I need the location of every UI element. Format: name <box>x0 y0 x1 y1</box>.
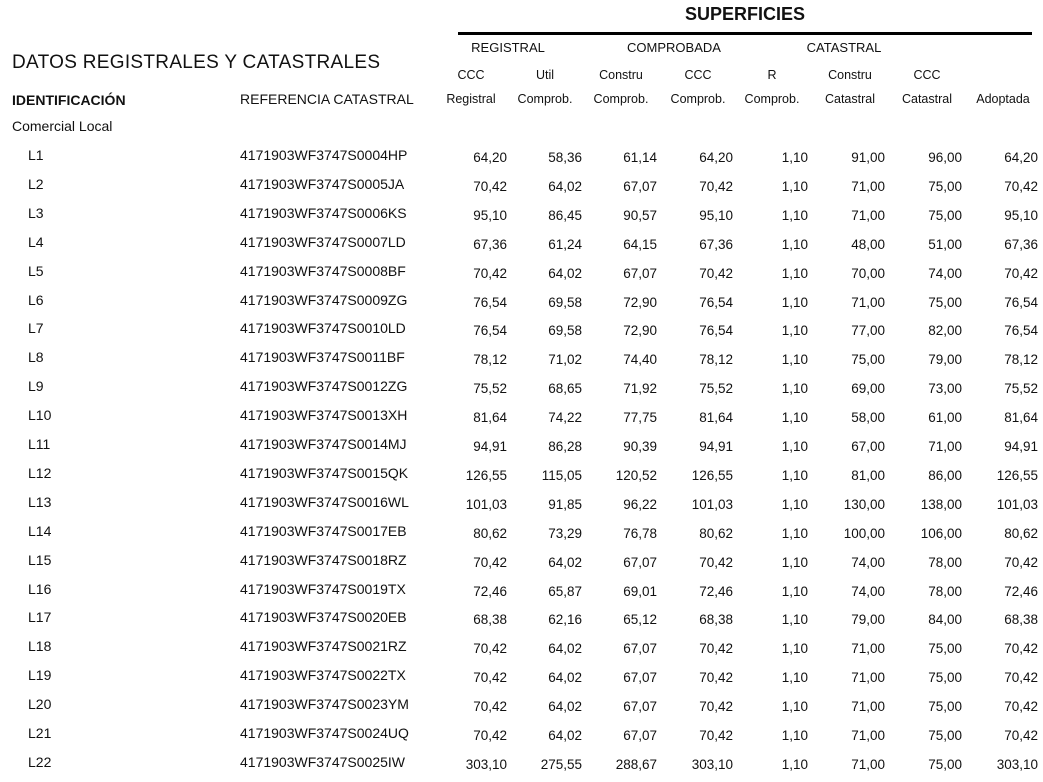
row-value: 71,00 <box>851 294 885 310</box>
row-value: 67,07 <box>623 728 657 743</box>
row-referencia: 4171903WF3747S0011BF <box>240 349 405 366</box>
table-row <box>0 523 1043 551</box>
row-value: 70,42 <box>1004 265 1038 281</box>
row-value: 70,42 <box>699 265 733 281</box>
row-identificacion: L15 <box>28 551 52 568</box>
superficies-title: SUPERFICIES <box>684 4 806 24</box>
row-value: 74,00 <box>851 583 885 599</box>
row-value: 95,10 <box>1004 207 1038 223</box>
row-value: 101,03 <box>996 496 1038 512</box>
row-value: 68,65 <box>548 381 582 397</box>
table-row <box>0 292 1043 320</box>
subheader-bottom: Catastral <box>824 92 876 106</box>
row-value: 58,36 <box>548 150 582 165</box>
subheader-bottom: Comprob. <box>517 92 573 106</box>
row-value: 120,52 <box>615 467 657 483</box>
row-value: 303,10 <box>996 756 1038 772</box>
row-value: 72,90 <box>623 294 657 310</box>
table-row <box>0 754 1043 782</box>
row-value: 70,42 <box>1004 178 1038 194</box>
row-value: 51,00 <box>928 236 962 252</box>
row-referencia: 4171903WF3747S0014MJ <box>240 436 407 452</box>
row-value: 73,00 <box>928 381 962 397</box>
table-row <box>0 465 1043 493</box>
row-value: 126,55 <box>465 467 507 483</box>
row-identificacion: L6 <box>28 291 44 308</box>
table-row <box>0 349 1043 377</box>
row-value: 76,54 <box>473 294 507 310</box>
row-value: 77,00 <box>851 323 885 339</box>
row-value: 71,00 <box>851 756 885 772</box>
row-value: 76,54 <box>1004 323 1038 339</box>
row-referencia: 4171903WF3747S0021RZ <box>240 638 407 655</box>
row-value: 80,62 <box>699 525 733 541</box>
row-value: 78,00 <box>928 583 962 599</box>
row-value: 64,02 <box>548 178 582 194</box>
row-referencia: 4171903WF3747S0012ZG <box>240 378 408 395</box>
row-identificacion: L2 <box>28 175 44 192</box>
row-value: 70,42 <box>473 641 507 657</box>
row-value: 1,10 <box>781 467 808 483</box>
row-value: 62,16 <box>548 612 582 628</box>
row-value: 70,42 <box>473 265 507 281</box>
row-value: 1,10 <box>781 583 808 599</box>
row-value: 70,42 <box>699 670 733 686</box>
row-value: 75,00 <box>928 641 962 657</box>
row-value: 81,00 <box>851 467 885 483</box>
row-value: 80,62 <box>1004 525 1038 541</box>
row-value: 75,00 <box>928 294 962 310</box>
row-value: 78,12 <box>699 352 733 368</box>
row-value: 64,02 <box>548 699 582 715</box>
row-value: 75,00 <box>928 207 962 223</box>
row-value: 86,00 <box>928 467 962 483</box>
row-value: 94,91 <box>699 439 733 454</box>
row-value: 78,00 <box>928 554 962 570</box>
row-value: 48,00 <box>851 236 885 252</box>
row-value: 1,10 <box>781 410 808 426</box>
row-identificacion: L22 <box>28 753 52 770</box>
row-value: 67,07 <box>623 699 657 715</box>
row-value: 96,22 <box>623 496 657 512</box>
row-value: 303,10 <box>465 756 507 772</box>
row-value: 72,46 <box>1004 583 1038 599</box>
row-value: 65,12 <box>623 612 657 628</box>
table-row <box>0 263 1043 291</box>
row-value: 90,39 <box>623 439 657 454</box>
row-value: 1,10 <box>781 381 808 397</box>
subheader-bottom: Adoptada <box>976 92 1030 106</box>
row-referencia: 4171903WF3747S0006KS <box>240 204 407 221</box>
row-value: 74,22 <box>548 410 582 426</box>
row-value: 70,42 <box>473 178 507 194</box>
row-value: 1,10 <box>781 178 808 194</box>
row-value: 101,03 <box>691 496 733 512</box>
table-row <box>0 205 1043 233</box>
row-value: 71,00 <box>851 178 885 194</box>
row-value: 70,00 <box>851 265 885 281</box>
row-value: 72,90 <box>623 323 657 339</box>
row-value: 275,55 <box>540 756 582 772</box>
table-row <box>0 581 1043 609</box>
row-value: 72,46 <box>473 583 507 599</box>
row-value: 95,10 <box>699 207 733 223</box>
row-value: 74,40 <box>623 352 657 368</box>
row-value: 69,01 <box>623 583 657 599</box>
row-value: 76,54 <box>699 323 733 339</box>
row-value: 67,07 <box>623 265 657 281</box>
row-value: 71,92 <box>623 381 657 397</box>
row-value: 90,57 <box>623 207 657 223</box>
row-value: 64,20 <box>699 150 733 165</box>
row-value: 91,85 <box>548 496 582 512</box>
row-value: 71,02 <box>548 352 582 368</box>
table-row <box>0 378 1043 406</box>
header-referencia-catastral: REFERENCIA CATASTRAL <box>240 91 414 107</box>
row-identificacion: L11 <box>28 436 51 452</box>
row-identificacion: L19 <box>28 667 52 684</box>
table-row <box>0 176 1043 204</box>
row-value: 94,91 <box>473 439 507 454</box>
row-identificacion: L8 <box>28 349 44 366</box>
row-value: 70,42 <box>1004 554 1038 570</box>
row-value: 126,55 <box>691 467 733 483</box>
row-value: 70,42 <box>1004 728 1038 743</box>
row-value: 86,45 <box>548 207 582 223</box>
row-value: 70,42 <box>473 728 507 743</box>
row-identificacion: L16 <box>28 580 52 597</box>
table-row <box>0 609 1043 637</box>
row-value: 96,00 <box>928 150 962 165</box>
group-catastral: CATASTRAL <box>806 40 882 55</box>
row-value: 1,10 <box>781 439 808 454</box>
row-value: 75,00 <box>928 670 962 686</box>
row-value: 64,02 <box>548 265 582 281</box>
row-value: 71,00 <box>851 207 885 223</box>
row-value: 95,10 <box>473 207 507 223</box>
row-value: 67,36 <box>473 236 507 252</box>
row-value: 1,10 <box>781 641 808 657</box>
row-value: 69,00 <box>851 381 885 397</box>
table-row <box>0 667 1043 695</box>
row-value: 79,00 <box>928 352 962 368</box>
subheader-top: Util <box>535 68 555 82</box>
row-value: 1,10 <box>781 670 808 686</box>
row-identificacion: L18 <box>28 638 52 655</box>
row-value: 71,00 <box>851 670 885 686</box>
row-value: 70,42 <box>1004 670 1038 686</box>
row-value: 67,07 <box>623 178 657 194</box>
subheader-top: CCC <box>684 68 712 82</box>
row-value: 70,42 <box>699 641 733 657</box>
row-value: 67,00 <box>851 439 885 454</box>
row-referencia: 4171903WF3747S0009ZG <box>240 291 408 308</box>
header-identificacion: IDENTIFICACIÓN <box>12 92 126 108</box>
row-value: 76,54 <box>1004 294 1038 310</box>
row-value: 1,10 <box>781 323 808 339</box>
row-value: 101,03 <box>465 496 507 512</box>
row-value: 91,00 <box>851 150 885 165</box>
subheader-top: CCC <box>913 68 941 82</box>
row-value: 94,91 <box>1004 439 1038 454</box>
row-value: 75,00 <box>928 178 962 194</box>
subheader-top: R <box>767 68 777 82</box>
row-value: 61,24 <box>548 236 582 252</box>
row-value: 78,12 <box>1004 352 1038 368</box>
row-value: 1,10 <box>781 207 808 223</box>
row-value: 106,00 <box>920 525 962 541</box>
row-value: 64,02 <box>548 554 582 570</box>
subheader-bottom: Comprob. <box>593 92 649 106</box>
row-value: 1,10 <box>781 612 808 628</box>
section-label: Comercial Local <box>12 118 113 134</box>
row-value: 70,42 <box>473 699 507 715</box>
row-value: 1,10 <box>781 554 808 570</box>
row-value: 130,00 <box>843 496 885 512</box>
row-value: 81,64 <box>473 410 507 426</box>
row-referencia: 4171903WF3747S0004HP <box>240 147 408 163</box>
table-row <box>0 725 1043 753</box>
row-value: 67,36 <box>699 236 733 252</box>
row-value: 70,42 <box>699 178 733 194</box>
row-value: 75,52 <box>473 381 507 397</box>
row-identificacion: L20 <box>28 696 52 713</box>
row-value: 75,52 <box>699 381 733 397</box>
row-referencia: 4171903WF3747S0013XH <box>240 407 408 424</box>
subheader-bottom: Comprob. <box>670 92 726 106</box>
row-referencia: 4171903WF3747S0015QK <box>240 464 409 481</box>
row-identificacion: L9 <box>28 378 44 395</box>
row-referencia: 4171903WF3747S0007LD <box>240 233 406 250</box>
row-value: 86,28 <box>548 439 582 454</box>
row-identificacion: L3 <box>28 204 44 221</box>
row-value: 1,10 <box>781 525 808 541</box>
row-referencia: 4171903WF3747S0023YM <box>240 696 409 713</box>
row-value: 81,64 <box>1004 410 1038 426</box>
row-identificacion: L1 <box>28 147 44 163</box>
table-row <box>0 436 1043 464</box>
row-value: 81,64 <box>699 410 733 426</box>
row-value: 1,10 <box>781 756 808 772</box>
row-value: 1,10 <box>781 352 808 368</box>
table-row <box>0 638 1043 666</box>
table-row <box>0 147 1043 175</box>
row-referencia: 4171903WF3747S0010LD <box>240 320 406 337</box>
row-value: 70,42 <box>473 554 507 570</box>
row-identificacion: L17 <box>28 609 52 626</box>
subheader-bottom: Registral <box>446 92 496 106</box>
group-registral: REGISTRAL <box>471 40 545 55</box>
row-value: 74,00 <box>928 265 962 281</box>
row-identificacion: L14 <box>28 522 52 539</box>
row-value: 70,42 <box>1004 699 1038 715</box>
table-row <box>0 320 1043 348</box>
row-referencia: 4171903WF3747S0022TX <box>240 667 406 684</box>
row-value: 100,00 <box>843 525 885 541</box>
row-value: 71,00 <box>851 699 885 715</box>
row-identificacion: L13 <box>28 493 52 510</box>
row-value: 138,00 <box>920 496 962 512</box>
row-identificacion: L12 <box>28 464 52 481</box>
row-value: 64,02 <box>548 728 582 743</box>
table-row <box>0 407 1043 435</box>
row-value: 77,75 <box>623 410 657 426</box>
row-value: 67,07 <box>623 670 657 686</box>
row-value: 78,12 <box>473 352 507 368</box>
row-value: 126,55 <box>996 467 1038 483</box>
row-value: 64,20 <box>473 150 507 165</box>
row-value: 79,00 <box>851 612 885 628</box>
row-value: 70,42 <box>473 670 507 686</box>
row-value: 67,36 <box>1004 236 1038 252</box>
row-referencia: 4171903WF3747S0024UQ <box>240 725 409 741</box>
row-referencia: 4171903WF3747S0020EB <box>240 609 407 626</box>
row-value: 71,00 <box>851 641 885 657</box>
row-value: 80,62 <box>473 525 507 541</box>
row-referencia: 4171903WF3747S0017EB <box>240 522 407 539</box>
row-value: 64,02 <box>548 670 582 686</box>
group-comprobada: COMPROBADA <box>627 40 721 55</box>
row-value: 1,10 <box>781 236 808 252</box>
row-value: 82,00 <box>928 323 962 339</box>
table-row <box>0 552 1043 580</box>
row-value: 1,10 <box>781 699 808 715</box>
subheader-top: Constru <box>828 68 872 82</box>
subheader-bottom: Comprob. <box>744 92 800 106</box>
row-identificacion: L7 <box>28 320 44 337</box>
row-value: 69,58 <box>548 323 582 339</box>
row-identificacion: L4 <box>28 233 44 250</box>
row-value: 288,67 <box>615 756 657 772</box>
row-value: 75,00 <box>928 728 962 743</box>
row-value: 72,46 <box>699 583 733 599</box>
row-value: 70,42 <box>699 699 733 715</box>
row-value: 61,14 <box>623 150 657 165</box>
row-value: 74,00 <box>851 554 885 570</box>
row-value: 76,54 <box>699 294 733 310</box>
row-value: 1,10 <box>781 150 808 165</box>
row-value: 71,00 <box>851 728 885 743</box>
subheader-top: CCC <box>457 68 485 82</box>
row-value: 75,52 <box>1004 381 1038 397</box>
table-row <box>0 696 1043 724</box>
row-value: 68,38 <box>699 612 733 628</box>
row-identificacion: L10 <box>28 407 52 424</box>
row-identificacion: L5 <box>28 262 44 279</box>
row-value: 64,20 <box>1004 150 1038 165</box>
row-value: 68,38 <box>473 612 507 628</box>
row-value: 64,15 <box>623 236 657 252</box>
row-referencia: 4171903WF3747S0018RZ <box>240 551 407 568</box>
row-referencia: 4171903WF3747S0019TX <box>240 580 406 597</box>
row-value: 58,00 <box>851 410 885 426</box>
row-value: 67,07 <box>623 641 657 657</box>
subheader-top: Constru <box>599 68 643 82</box>
row-referencia: 4171903WF3747S0025IW <box>240 753 405 770</box>
row-referencia: 4171903WF3747S0005JA <box>240 175 405 192</box>
row-identificacion: L21 <box>28 725 52 741</box>
row-value: 70,42 <box>699 728 733 743</box>
row-referencia: 4171903WF3747S0008BF <box>240 262 406 279</box>
row-value: 75,00 <box>851 352 885 368</box>
superficies-rule <box>458 32 1032 35</box>
row-value: 61,00 <box>928 410 962 426</box>
row-referencia: 4171903WF3747S0016WL <box>240 493 409 510</box>
row-value: 70,42 <box>1004 641 1038 657</box>
row-value: 69,58 <box>548 294 582 310</box>
page-title: DATOS REGISTRALES Y CATASTRALES <box>12 52 381 73</box>
row-value: 115,05 <box>541 467 582 483</box>
row-value: 75,00 <box>928 756 962 772</box>
row-value: 84,00 <box>928 612 962 628</box>
row-value: 1,10 <box>781 496 808 512</box>
row-value: 65,87 <box>548 583 582 599</box>
row-value: 1,10 <box>781 294 808 310</box>
row-value: 67,07 <box>623 554 657 570</box>
subheader-bottom: Catastral <box>901 92 953 106</box>
row-value: 68,38 <box>1004 612 1038 628</box>
row-value: 1,10 <box>781 265 808 281</box>
row-value: 64,02 <box>548 641 582 657</box>
row-value: 1,10 <box>781 728 808 743</box>
row-value: 303,10 <box>691 756 733 772</box>
table-row <box>0 234 1043 262</box>
table-row <box>0 494 1043 522</box>
row-value: 70,42 <box>699 554 733 570</box>
row-value: 76,54 <box>473 323 507 339</box>
row-value: 73,29 <box>548 525 582 541</box>
row-value: 76,78 <box>623 525 657 541</box>
row-value: 71,00 <box>928 439 962 454</box>
row-value: 75,00 <box>928 699 962 715</box>
